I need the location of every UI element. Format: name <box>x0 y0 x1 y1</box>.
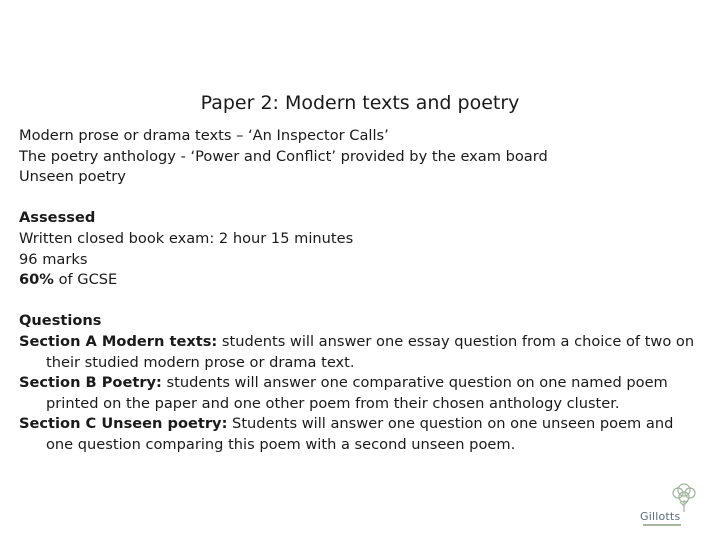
spacer <box>19 291 699 312</box>
logo-underline <box>643 524 681 526</box>
intro-line: Unseen poetry <box>19 168 126 186</box>
slide-title: Paper 2: Modern texts and poetry <box>200 92 520 114</box>
spacer <box>19 188 699 209</box>
question-text: Students will answer one question on one unseen poem and one question comparing this poem with a second unseen poem. <box>46 415 674 453</box>
percent-label: of GCSE <box>53 271 118 289</box>
assessed-heading: Assessed <box>19 209 96 227</box>
assessed-marks: 96 marks <box>19 250 88 268</box>
intro-line: The poetry anthology - ‘Power and Conflict’ provided by the exam board <box>19 147 548 165</box>
question-label: Section C Unseen poetry: <box>19 415 228 433</box>
school-logo <box>640 480 706 530</box>
percent-value: 60% <box>19 271 54 289</box>
logo-name: Gillotts <box>640 510 681 523</box>
assessed-exam: Written closed book exam: 2 hour 15 minutes <box>19 229 354 247</box>
slide-body <box>19 126 699 456</box>
question-label: Section B Poetry: <box>19 374 162 392</box>
question-text: students will answer one comparative question on one named poem printed on the paper and one other poem from their chosen anthology cluster. <box>46 374 668 412</box>
question-item <box>19 332 699 373</box>
assessed-percent <box>19 270 699 291</box>
question-label: Section A Modern texts: <box>19 332 218 350</box>
question-item <box>19 414 699 455</box>
question-item <box>19 373 699 414</box>
intro-line: Modern prose or drama texts – ‘An Inspector Calls’ <box>19 127 389 144</box>
questions-heading: Questions <box>19 312 102 330</box>
question-text: students will answer one essay question from a choice of two on their studied modern prose or drama text. <box>46 332 695 371</box>
